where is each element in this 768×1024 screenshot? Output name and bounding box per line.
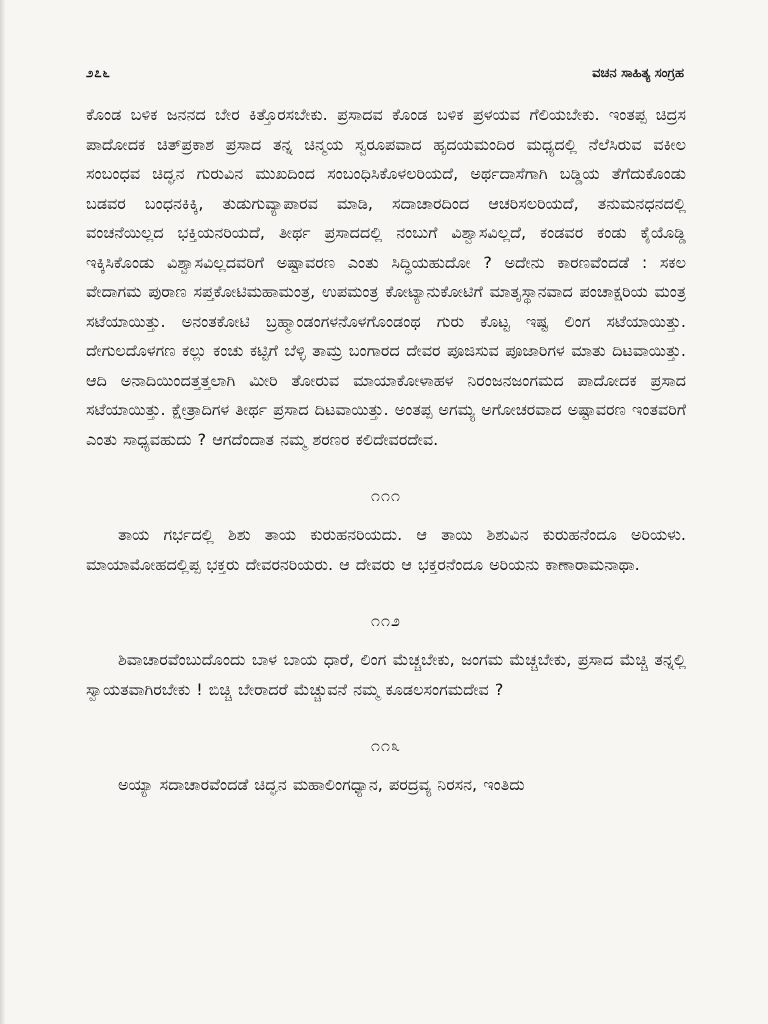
vachana-text: ಶಿವಾಚಾರವೆಂಬುದೊಂದು ಬಾಳ ಬಾಯ ಧಾರೆ, ಲಿಂಗ ಮೆಚ್ಚಬೇಕು, ಜಂಗಮ ಮೆಚ್ಚಬೇಕು, ಪ್ರಸಾದ ಮೆಚ್ಚಿ ತನ್ನಲ್ಲಿ ಸ್ವಾಯತವಾಗಿರಬೇಕು ! ಬಿಚ್ಚಿ ಬೇರಾದರೆ ಮೆಚ್ಚುವನೆ ನಮ್ಮ ಕೂಡಲಸಂಗಮದೇವ ? — [86, 650, 686, 699]
vachana-text: ತಾಯ ಗರ್ಭದಲ್ಲಿ ಶಿಶು ತಾಯ ಕುರುಹನರಿಯದು. ಆ ತಾಯಿ ಶಿಶುವಿನ ಕುರುಹನೆಂದೂ ಅರಿಯಳು. ಮಾಯಾಮೋಹದಲ್ಲಿಪ್ಪ ಭಕ್ತರು ದೇವರನರಿಯರು. ಆ ದೇವರು ಆ ಭಕ್ತರನೆಂದೂ ಅರಿಯನು ಕಾಣಾರಾಮನಾಥಾ. — [86, 525, 686, 574]
vachana-number: ೧೧೨ — [371, 611, 401, 630]
vachana-text: ಅಯ್ಯಾ ಸದಾಚಾರವೆಂದಡೆ ಚಿದ್ಘನ ಮಹಾಲಿಂಗಧ್ಯಾನ, ಪರದ್ರವ್ಯ ನಿರಸನ, ಇಂತಿದು — [118, 775, 525, 794]
continued-paragraph: ಕೊಂಡ ಬಳಿಕ ಜನನದ ಬೇರ ಕಿತ್ತೊರಸಬೇಕು. ಪ್ರಸಾದವ ಕೊಂಡ ಬಳಿಕ ಪ್ರಳಯವ ಗೆಲಿಯಬೇಕು. ಇಂತಪ್ಪ ಚಿದ್ರಸ ಪಾದೋದಕ ಚಿತ್‌ಪ್ರಕಾಶ ಪ್ರಸಾದ ತನ್ನ ಚಿನ್ಮಯ ಸ್ವರೂಪವಾದ ಹೃದಯಮಂದಿರ ಮಧ್ಯದಲ್ಲಿ ನೆಲೆಸಿರುವ ವಕೀಲ ಸಂಬಂಧವ ಚಿದ್ಘನ ಗುರುವಿನ ಮುಖದಿಂದ ಸಂಬಂಧಿಸಿಕೊಳಲರಿಯದೆ, ಅರ್ಥದಾಸೆಗಾಗಿ ಬಡ್ಡಿಯ ತೆಗೆದುಕೊಂಡು ಬಡವರ ಬಂಧನಕಿಕ್ಕಿ, ತುಡುಗುವ್ಯಾಪಾರವ ಮಾಡಿ, ಸದಾಚಾರದಿಂದ ಆಚರಿಸಲರಿಯದೆ, ತನುಮನಧನದಲ್ಲಿ ವಂಚನೆಯಿಲ್ಲದ ಭಕ್ತಿಯನರಿಯದೆ, ತೀರ್ಥ ಪ್ರಸಾದದಲ್ಲಿ ನಂಬುಗೆ ವಿಶ್ವಾಸವಿಲ್ಲದೆ, ಕಂಡವರ ಕಂಡು ಕೈಯೊಡ್ಡಿ ಇಕ್ಕಿಸಿಕೊಂಡು ವಿಶ್ವಾಸವಿಲ್ಲದವರಿಗೆ ಅಷ್ಟಾವರಣ ಎಂತು ಸಿದ್ಧಿಯಹುದೋ ? ಅದೇನು ಕಾರಣವೆಂದಡೆ : ಸಕಲ ವೇದಾಗಮ ಪುರಾಣ ಸಪ್ತಕೋಟಿಮಹಾಮಂತ್ರ, ಉಪಮಂತ್ರ ಕೋಟ್ಯಾನುಕೋಟಿಗೆ ಮಾತೃಸ್ಥಾನವಾದ ಪಂಚಾಕ್ಷರಿಯ ಮಂತ್ರ ಸಟೆಯಾಯಿತ್ತು. ಅನಂತಕೋಟಿ ಬ್ರಹ್ಮಾಂಡಂಗಳನೊಳಗೊಂಡಂಥ ಗುರು ಕೊಟ್ಟ ಇಷ್ಟ ಲಿಂಗ ಸಟೆಯಾಯಿತ್ತು. ದೇಗುಲದೊಳಗಣ ಕಲ್ಲು ಕಂಚು ಕಟ್ಟಿಗೆ ಬೆಳ್ಳಿ ತಾಮ್ರ ಬಂಗಾರದ ದೇವರ ಪೂಜಿಸುವ ಪೂಜಾರಿಗಳ ಮಾತು ದಿಟವಾಯಿತ್ತು. ಆದಿ ಅನಾದಿಯಿಂದತ್ತತ್ತಲಾಗಿ ಮೀರಿ ತೋರುವ ಮಾಯಾಕೋಳಾಹಳ ನಿರಂಜನಜಂಗಮದ ಪಾದೋದಕ ಪ್ರಸಾದ ಸಟೆಯಾಯಿತ್ತು. ಕ್ಷೇತ್ರಾದಿಗಳ ತೀರ್ಥ ಪ್ರಸಾದ ದಿಟವಾಯಿತ್ತು. ಅಂತಪ್ಪ ಅಗಮ್ಯ ಅಗೋಚರವಾದ ಅಷ್ಟಾವರಣ ಇಂತವರಿಗೆ ಎಂತು ಸಾಧ್ಯವಹುದು ? ಆಗದೆಂದಾತ ನಮ್ಮ ಶರಣರ ಕಲಿದೇವರದೇವ. — [86, 105, 686, 449]
vachana-number: ೧೧೧ — [371, 486, 401, 505]
vachana-number: ೧೧೩ — [371, 736, 401, 755]
page-body — [86, 100, 686, 800]
page-binding-edge — [0, 0, 6, 1024]
page-number: ೨೭೬ — [86, 66, 111, 81]
book-title: ವಚನ ಸಾಹಿತ್ಯ ಸಂಗ್ರಹ — [592, 66, 684, 81]
page-header — [86, 66, 684, 86]
